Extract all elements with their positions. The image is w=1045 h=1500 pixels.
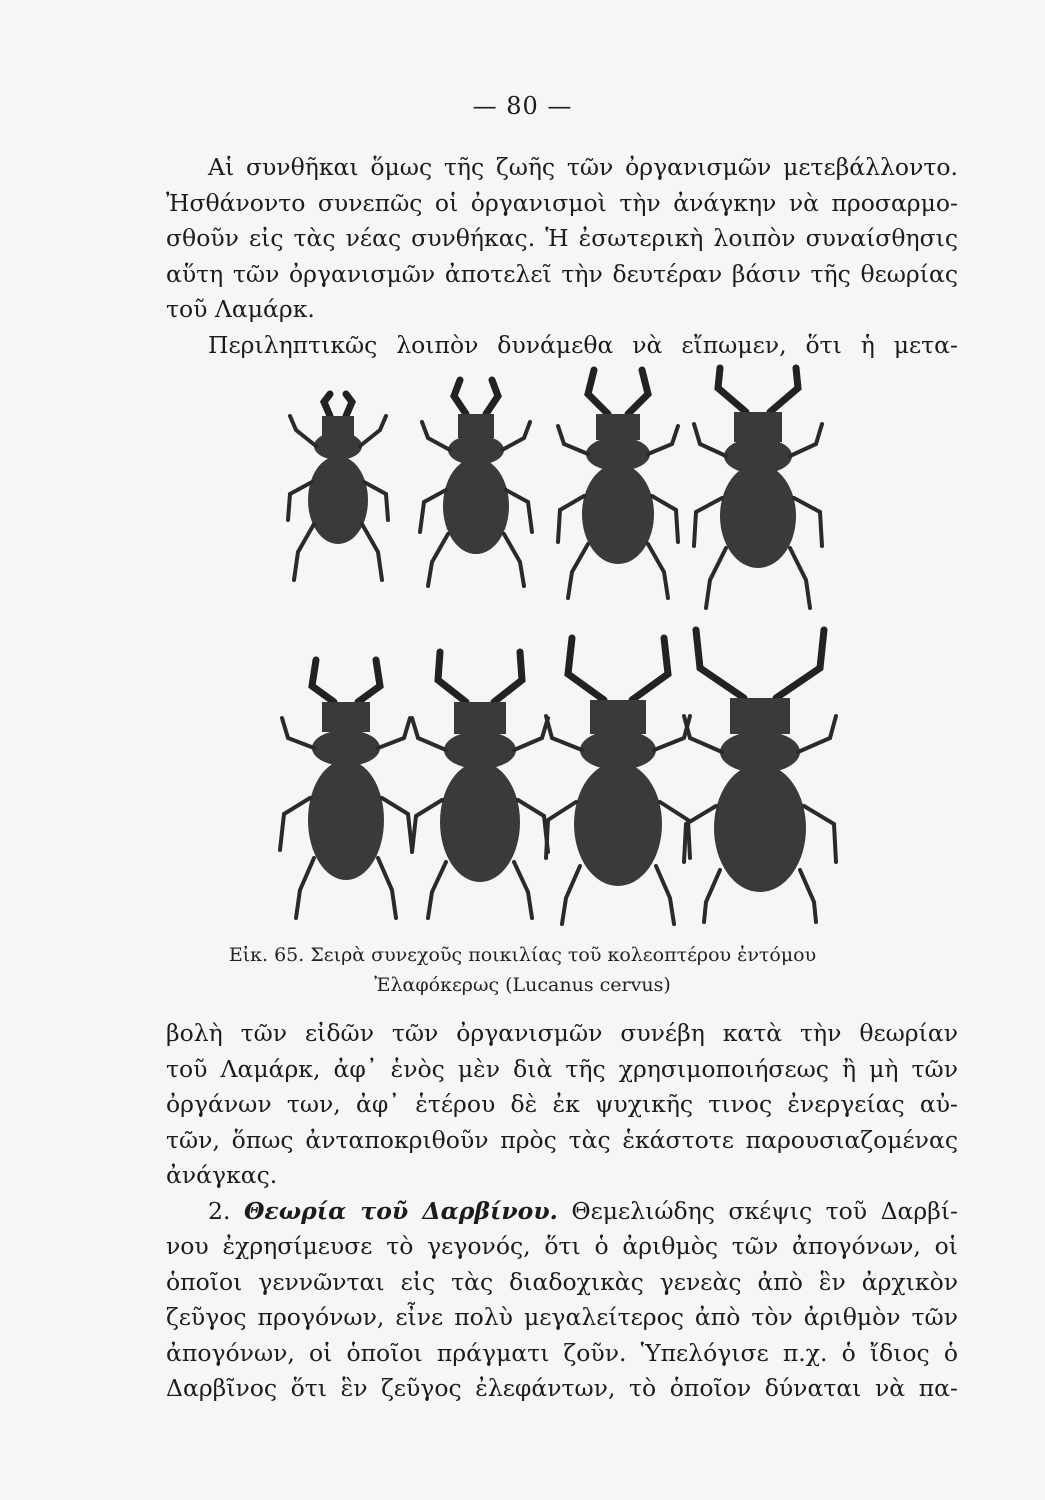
text-line: τοῦ Λαμάρκ, ἀφ᾽ ἑνὸς μὲν διὰ τῆς χρησιμοποιήσεως ἢ μὴ τῶν: [166, 1054, 958, 1083]
text-line: Αἱ συνθῆκαι ὅμως τῆς ζωῆς τῶν ὀργανισμῶν μετεβάλλοντο.: [208, 153, 958, 181]
section-first-line: Θεμελιώδης σκέψις τοῦ Δαρβί-: [571, 1196, 958, 1225]
text-line: ἀνάγκας.: [166, 1161, 278, 1189]
section-title: Θεωρία τοῦ Δαρβίνου.: [243, 1196, 558, 1225]
text-line: βολὴ τῶν εἰδῶν τῶν ὀργανισμῶν συνέβη κατὰ τὴν θεωρίαν: [166, 1019, 958, 1047]
text-line: νου ἐχρησίμευσε τὸ γεγονός, ὅτι ὁ ἀριθμὸς τῶν ἀπογόνων, οἱ: [166, 1232, 958, 1260]
text-line: ἀπογόνων, οἱ ὁποῖοι πράγματι ζοῦν. Ὑπελόγισε π.χ. ὁ ἴδιος ὁ: [166, 1338, 958, 1367]
beetle-6: [412, 652, 548, 918]
text-line: αὕτη τῶν ὀργανισμῶν ἀποτελεῖ τὴν δευτέραν βάσιν τῆς θεωρίας: [166, 259, 958, 288]
beetle-2: [420, 380, 532, 586]
text-line: ὀργάνων των, ἀφ᾽ ἑτέρου δὲ ἐκ ψυχικῆς τινος ἐνεργείας αὐ-: [166, 1090, 958, 1118]
caption-line-2: Ἐλαφόκερως (Lucanus cervus): [374, 974, 671, 996]
section-number: 2.: [208, 1196, 231, 1225]
beetle-8: [684, 630, 836, 922]
beetle-5: [280, 660, 412, 918]
text-line: ὁποῖοι γεννῶνται εἰς τὰς διαδοχικὰς γενεὰς ἀπὸ ἓν ἀρχικὸν: [166, 1267, 958, 1296]
page-number: — 80 —: [472, 92, 573, 120]
beetle-3: [558, 370, 678, 598]
text-line: τοῦ Λαμάρκ.: [166, 295, 315, 323]
beetle-7: [546, 638, 690, 924]
text-line: τῶν, ὅπως ἀνταποκριθοῦν πρὸς τὰς ἑκάστοτε παρουσιαζομένας: [166, 1125, 958, 1154]
paragraph-bottom: [166, 1016, 958, 1407]
text-line: Περιληπτικῶς λοιπὸν δυνάμεθα νὰ εἴπωμεν, ὅτι ἡ μετα-: [208, 330, 958, 359]
paragraph-top: [166, 150, 958, 363]
section-heading-line: [166, 1194, 958, 1230]
beetle-1: [288, 394, 388, 580]
text-line: Δαρβῖνος ὅτι ἓν ζεῦγος ἐλεφάντων, τὸ ὁποῖον δύναται νὰ πα-: [166, 1374, 958, 1402]
text-line: σθοῦν εἰς τὰς νέας συνθήκας. Ἡ ἐσωτερικὴ λοιπὸν συναίσθησις: [166, 224, 958, 252]
text-line: ζεῦγος προγόνων, εἶνε πολὺ μεγαλείτερος ἀπὸ τὸν ἀριθμὸν τῶν: [166, 1303, 958, 1331]
beetle-4: [694, 368, 822, 608]
figure-caption: [0, 940, 1045, 1000]
caption-line-1: Εἰκ. 65. Σειρὰ συνεχοῦς ποικιλίας τοῦ κολεοπτέρου ἐντόμου: [228, 944, 817, 966]
beetle-figure: [268, 362, 848, 930]
text-line: Ἠσθάνοντο συνεπῶς οἱ ὀργανισμοὶ τὴν ἀνάγκην νὰ προσαρμο-: [166, 188, 958, 217]
